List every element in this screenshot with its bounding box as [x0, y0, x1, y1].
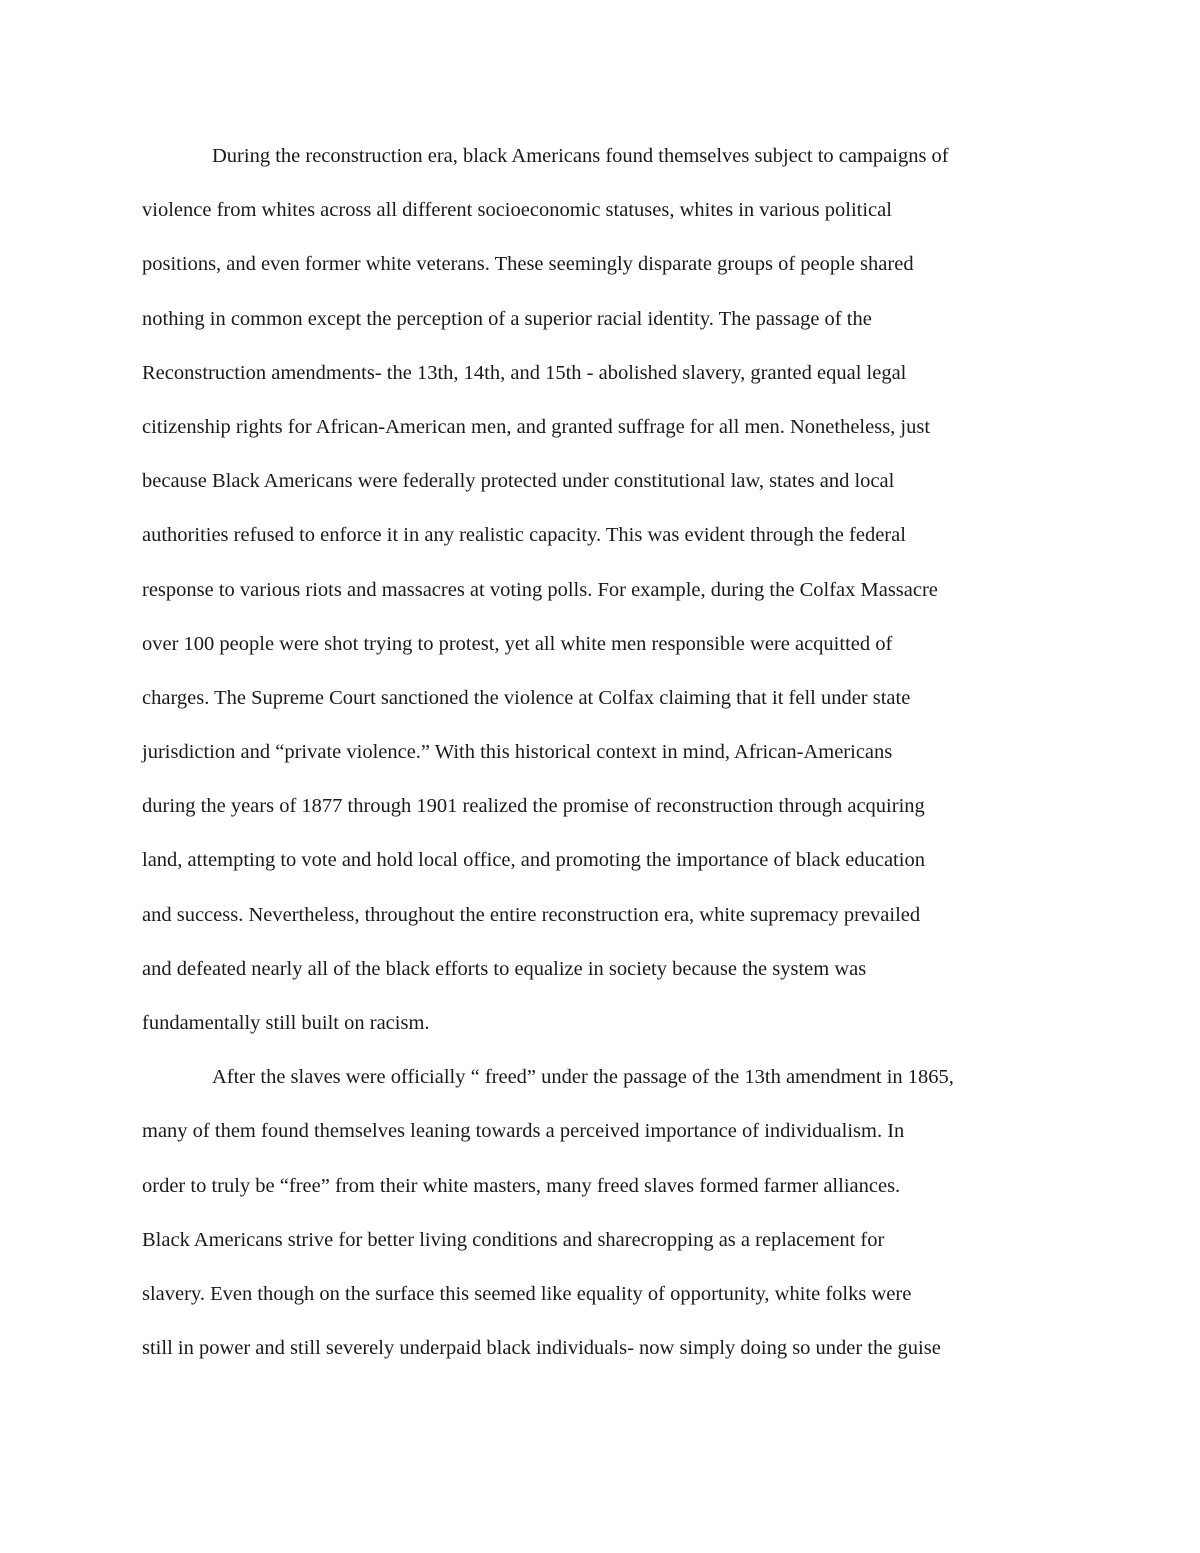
text-line: response to various riots and massacres at voting polls. For example, during the Colfax Massacre: [142, 578, 938, 601]
text-line: many of them found themselves leaning towards a perceived importance of individualism. In: [142, 1120, 905, 1143]
text-line: authorities refused to enforce it in any realistic capacity. This was evident through the federal: [142, 524, 906, 547]
text-line: slavery. Even though on the surface this seemed like equality of opportunity, white folks were: [142, 1282, 912, 1305]
text-line: land, attempting to vote and hold local office, and promoting the importance of black education: [142, 849, 925, 872]
text-line: charges. The Supreme Court sanctioned the violence at Colfax claiming that it fell under state: [142, 686, 911, 709]
paragraph-1: [142, 129, 1062, 1050]
text-line: over 100 people were shot trying to protest, yet all white men responsible were acquitted of: [142, 632, 893, 655]
text-line: Black Americans strive for better living conditions and sharecropping as a replacement for: [142, 1228, 885, 1251]
text-line: order to truly be “free” from their white masters, many freed slaves formed farmer alliances.: [142, 1174, 901, 1197]
text-line: During the reconstruction era, black Americans found themselves subject to campaigns of: [212, 145, 949, 167]
text-line: because Black Americans were federally protected under constitutional law, states and local: [142, 470, 895, 493]
text-line: and success. Nevertheless, throughout the entire reconstruction era, white supremacy prevailed: [142, 903, 921, 926]
text-line: violence from whites across all different socioeconomic statuses, whites in various political: [142, 199, 892, 222]
text-line: After the slaves were officially “ freed” under the passage of the 13th amendment in 1865,: [212, 1066, 954, 1089]
text-line: fundamentally still built on racism.: [142, 1012, 430, 1034]
text-line: jurisdiction and “private violence.” With this historical context in mind, African-Americans: [142, 741, 893, 764]
text-line: during the years of 1877 through 1901 realized the promise of reconstruction through acquiring: [142, 795, 925, 818]
text-line: Reconstruction amendments- the 13th, 14th, and 15th - abolished slavery, granted equal legal: [142, 361, 907, 384]
text-line: citizenship rights for African-American men, and granted suffrage for all men. Nonetheless, just: [142, 415, 931, 438]
text-line: and defeated nearly all of the black efforts to equalize in society because the system was: [142, 957, 867, 980]
text-line: nothing in common except the perception of a superior racial identity. The passage of the: [142, 307, 872, 330]
document-body: [142, 129, 1062, 1375]
text-line: positions, and even former white veterans. These seemingly disparate groups of people shared: [142, 253, 914, 276]
paragraph-2: [142, 1050, 1062, 1375]
text-line: still in power and still severely underpaid black individuals- now simply doing so under the guise: [142, 1337, 941, 1360]
